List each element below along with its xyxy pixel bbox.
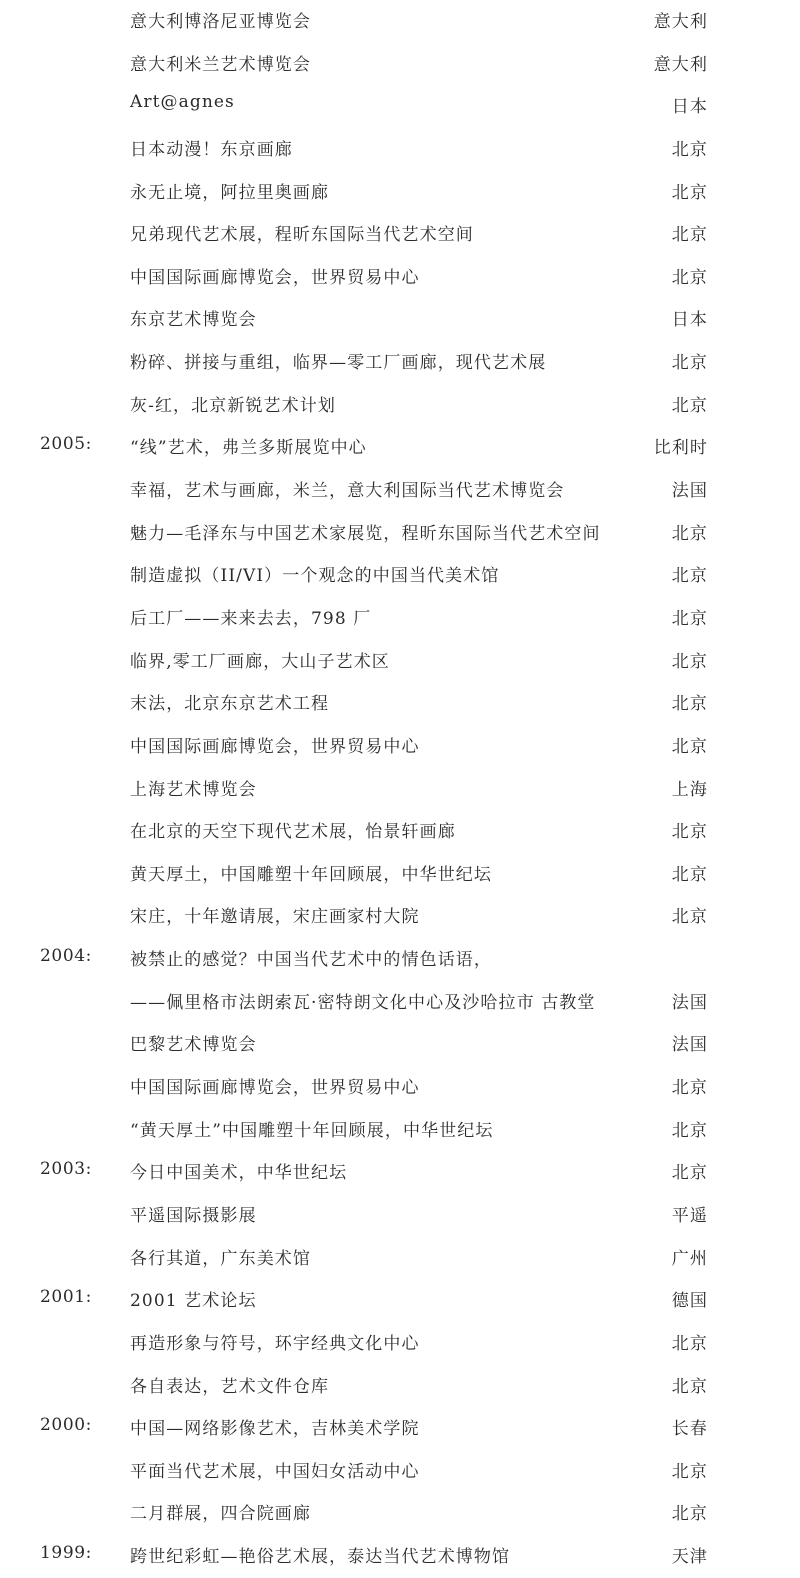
exhibition-title: 巴黎艺术博览会 (130, 1035, 257, 1056)
exhibition-row (0, 1023, 800, 1066)
exhibition-row (0, 213, 800, 256)
exhibition-title: 各自表达，艺术文件仓库 (130, 1376, 330, 1397)
exhibition-title: Art@agnes (130, 92, 235, 113)
exhibition-row (0, 1365, 800, 1408)
exhibition-location: 日本 (671, 97, 708, 118)
exhibition-title: 被禁止的感觉？中国当代艺术中的情色话语， (130, 950, 492, 971)
exhibition-location: 北京 (671, 1120, 708, 1141)
exhibition-title: 中国国际画廊博览会，世界贸易中心 (130, 736, 420, 757)
exhibition-row (0, 810, 800, 853)
exhibition-location: 法国 (671, 481, 708, 502)
exhibition-title: 上海艺术博览会 (130, 779, 257, 800)
exhibition-row (0, 469, 800, 512)
exhibition-title: “黄天厚土”中国雕塑十年回顾展，中华世纪坛 (130, 1120, 494, 1141)
exhibition-row (0, 85, 800, 128)
exhibition-row (0, 341, 800, 384)
exhibition-location: 北京 (671, 353, 708, 374)
exhibition-location: 天津 (671, 1547, 708, 1568)
exhibition-title: 魅力—毛泽东与中国艺术家展览，程昕东国际当代艺术空间 (130, 523, 601, 544)
exhibition-title: 临界,零工厂画廊，大山子艺术区 (130, 651, 390, 672)
exhibition-title: “线”艺术，弗兰多斯展览中心 (130, 438, 367, 459)
exhibition-location: 北京 (671, 864, 708, 885)
exhibition-title: 黄天厚土，中国雕塑十年回顾展，中华世纪坛 (130, 864, 492, 885)
exhibition-title: 永无止境，阿拉里奥画廊 (130, 182, 330, 203)
exhibition-row (0, 682, 800, 725)
exhibition-location: 北京 (671, 822, 708, 843)
exhibition-row (0, 554, 800, 597)
exhibition-location: 北京 (671, 694, 708, 715)
exhibition-title: 中国国际画廊博览会，世界贸易中心 (130, 267, 420, 288)
exhibition-title: 意大利米兰艺术博览会 (130, 54, 311, 75)
exhibition-row (0, 725, 800, 768)
exhibition-title: 制造虚拟（II/VI）一个观念的中国当代美术馆 (130, 566, 500, 587)
exhibition-row (0, 1450, 800, 1493)
exhibition-title: 再造形象与符号，环宇经典文化中心 (130, 1333, 420, 1354)
exhibition-row (0, 1066, 800, 1109)
exhibition-row (0, 128, 800, 171)
exhibition-title: 末法，北京东京艺术工程 (130, 694, 330, 715)
exhibition-row (0, 895, 800, 938)
exhibition-title: 宋庄，十年邀请展，宋庄画家村大院 (130, 907, 420, 928)
exhibition-row (0, 0, 800, 43)
exhibition-year: 2000: (40, 1415, 92, 1436)
exhibition-location: 北京 (671, 182, 708, 203)
exhibition-location: 长春 (671, 1419, 708, 1440)
exhibition-title: ——佩里格市法朗索瓦·密特朗文化中心及沙哈拉市 古教堂 (130, 992, 596, 1013)
exhibition-row (0, 43, 800, 86)
exhibition-location: 北京 (671, 736, 708, 757)
exhibition-title: 平遥国际摄影展 (130, 1205, 257, 1226)
exhibition-row (0, 1407, 800, 1450)
exhibition-year: 2004: (40, 946, 92, 967)
exhibition-row (0, 853, 800, 896)
exhibition-location: 广州 (671, 1248, 708, 1269)
exhibition-location: 北京 (671, 651, 708, 672)
exhibition-row (0, 597, 800, 640)
exhibition-location: 北京 (671, 1163, 708, 1184)
exhibition-year: 2003: (40, 1159, 92, 1180)
exhibition-row (0, 1535, 800, 1578)
exhibition-location: 平遥 (671, 1205, 708, 1226)
exhibition-title: 各行其道，广东美术馆 (130, 1248, 311, 1269)
exhibition-title: 在北京的天空下现代艺术展，怡景轩画廊 (130, 822, 456, 843)
exhibition-title: 灰-红，北京新锐艺术计划 (130, 395, 336, 416)
exhibition-title: 意大利博洛尼亚博览会 (130, 12, 311, 32)
exhibition-location: 北京 (671, 225, 708, 246)
exhibition-location: 北京 (671, 608, 708, 629)
exhibition-row (0, 768, 800, 811)
exhibition-year: 2001: (40, 1287, 92, 1308)
exhibition-row (0, 938, 800, 981)
exhibition-location: 意大利 (653, 12, 708, 32)
exhibition-title: 跨世纪彩虹—艳俗艺术展，泰达当代艺术博物馆 (130, 1547, 511, 1568)
exhibition-row (0, 298, 800, 341)
exhibition-location: 北京 (671, 267, 708, 288)
exhibition-title: 幸福，艺术与画廊，米兰，意大利国际当代艺术博览会 (130, 481, 565, 502)
exhibition-row (0, 640, 800, 683)
exhibition-location: 法国 (671, 992, 708, 1013)
exhibition-title: 后工厂——来来去去，798 厂 (130, 608, 372, 629)
exhibition-row (0, 1194, 800, 1237)
exhibition-title: 中国—网络影像艺术，吉林美术学院 (130, 1419, 420, 1440)
exhibition-title: 2001 艺术论坛 (130, 1291, 257, 1312)
exhibition-row (0, 1151, 800, 1194)
exhibition-title: 日本动漫！东京画廊 (130, 139, 293, 160)
exhibition-location: 日本 (671, 310, 708, 331)
exhibition-location: 意大利 (653, 54, 708, 75)
exhibition-location: 德国 (671, 1291, 708, 1312)
exhibition-title: 兄弟现代艺术展，程昕东国际当代艺术空间 (130, 225, 474, 246)
exhibition-location: 北京 (671, 523, 708, 544)
exhibition-row (0, 1237, 800, 1280)
exhibition-location: 北京 (671, 395, 708, 416)
exhibition-row (0, 981, 800, 1024)
exhibition-title: 今日中国美术，中华世纪坛 (130, 1163, 348, 1184)
exhibition-row (0, 512, 800, 555)
exhibition-title: 平面当代艺术展，中国妇女活动中心 (130, 1461, 420, 1482)
exhibition-row (0, 1322, 800, 1365)
exhibition-title: 二月群展，四合院画廊 (130, 1504, 311, 1525)
exhibition-title: 粉碎、拼接与重组，临界—零工厂画廊，现代艺术展 (130, 353, 547, 374)
exhibition-location: 北京 (671, 1333, 708, 1354)
exhibition-row (0, 1109, 800, 1152)
exhibition-location: 上海 (671, 779, 708, 800)
exhibition-title: 中国国际画廊博览会，世界贸易中心 (130, 1078, 420, 1099)
exhibition-row (0, 1279, 800, 1322)
exhibition-location: 法国 (671, 1035, 708, 1056)
exhibition-year: 2005: (40, 434, 92, 455)
exhibition-location: 北京 (671, 139, 708, 160)
exhibition-location: 北京 (671, 1461, 708, 1482)
exhibition-location: 北京 (671, 907, 708, 928)
exhibition-location: 北京 (671, 566, 708, 587)
exhibition-row (0, 384, 800, 427)
exhibition-location: 北京 (671, 1376, 708, 1397)
exhibition-location: 北京 (671, 1078, 708, 1099)
exhibition-row (0, 171, 800, 214)
exhibition-row (0, 1492, 800, 1535)
exhibition-location: 北京 (671, 1504, 708, 1525)
exhibition-title: 东京艺术博览会 (130, 310, 257, 331)
exhibition-location: 比利时 (653, 438, 708, 459)
exhibition-row (0, 256, 800, 299)
exhibition-year: 1999: (40, 1543, 92, 1564)
exhibition-row (0, 426, 800, 469)
